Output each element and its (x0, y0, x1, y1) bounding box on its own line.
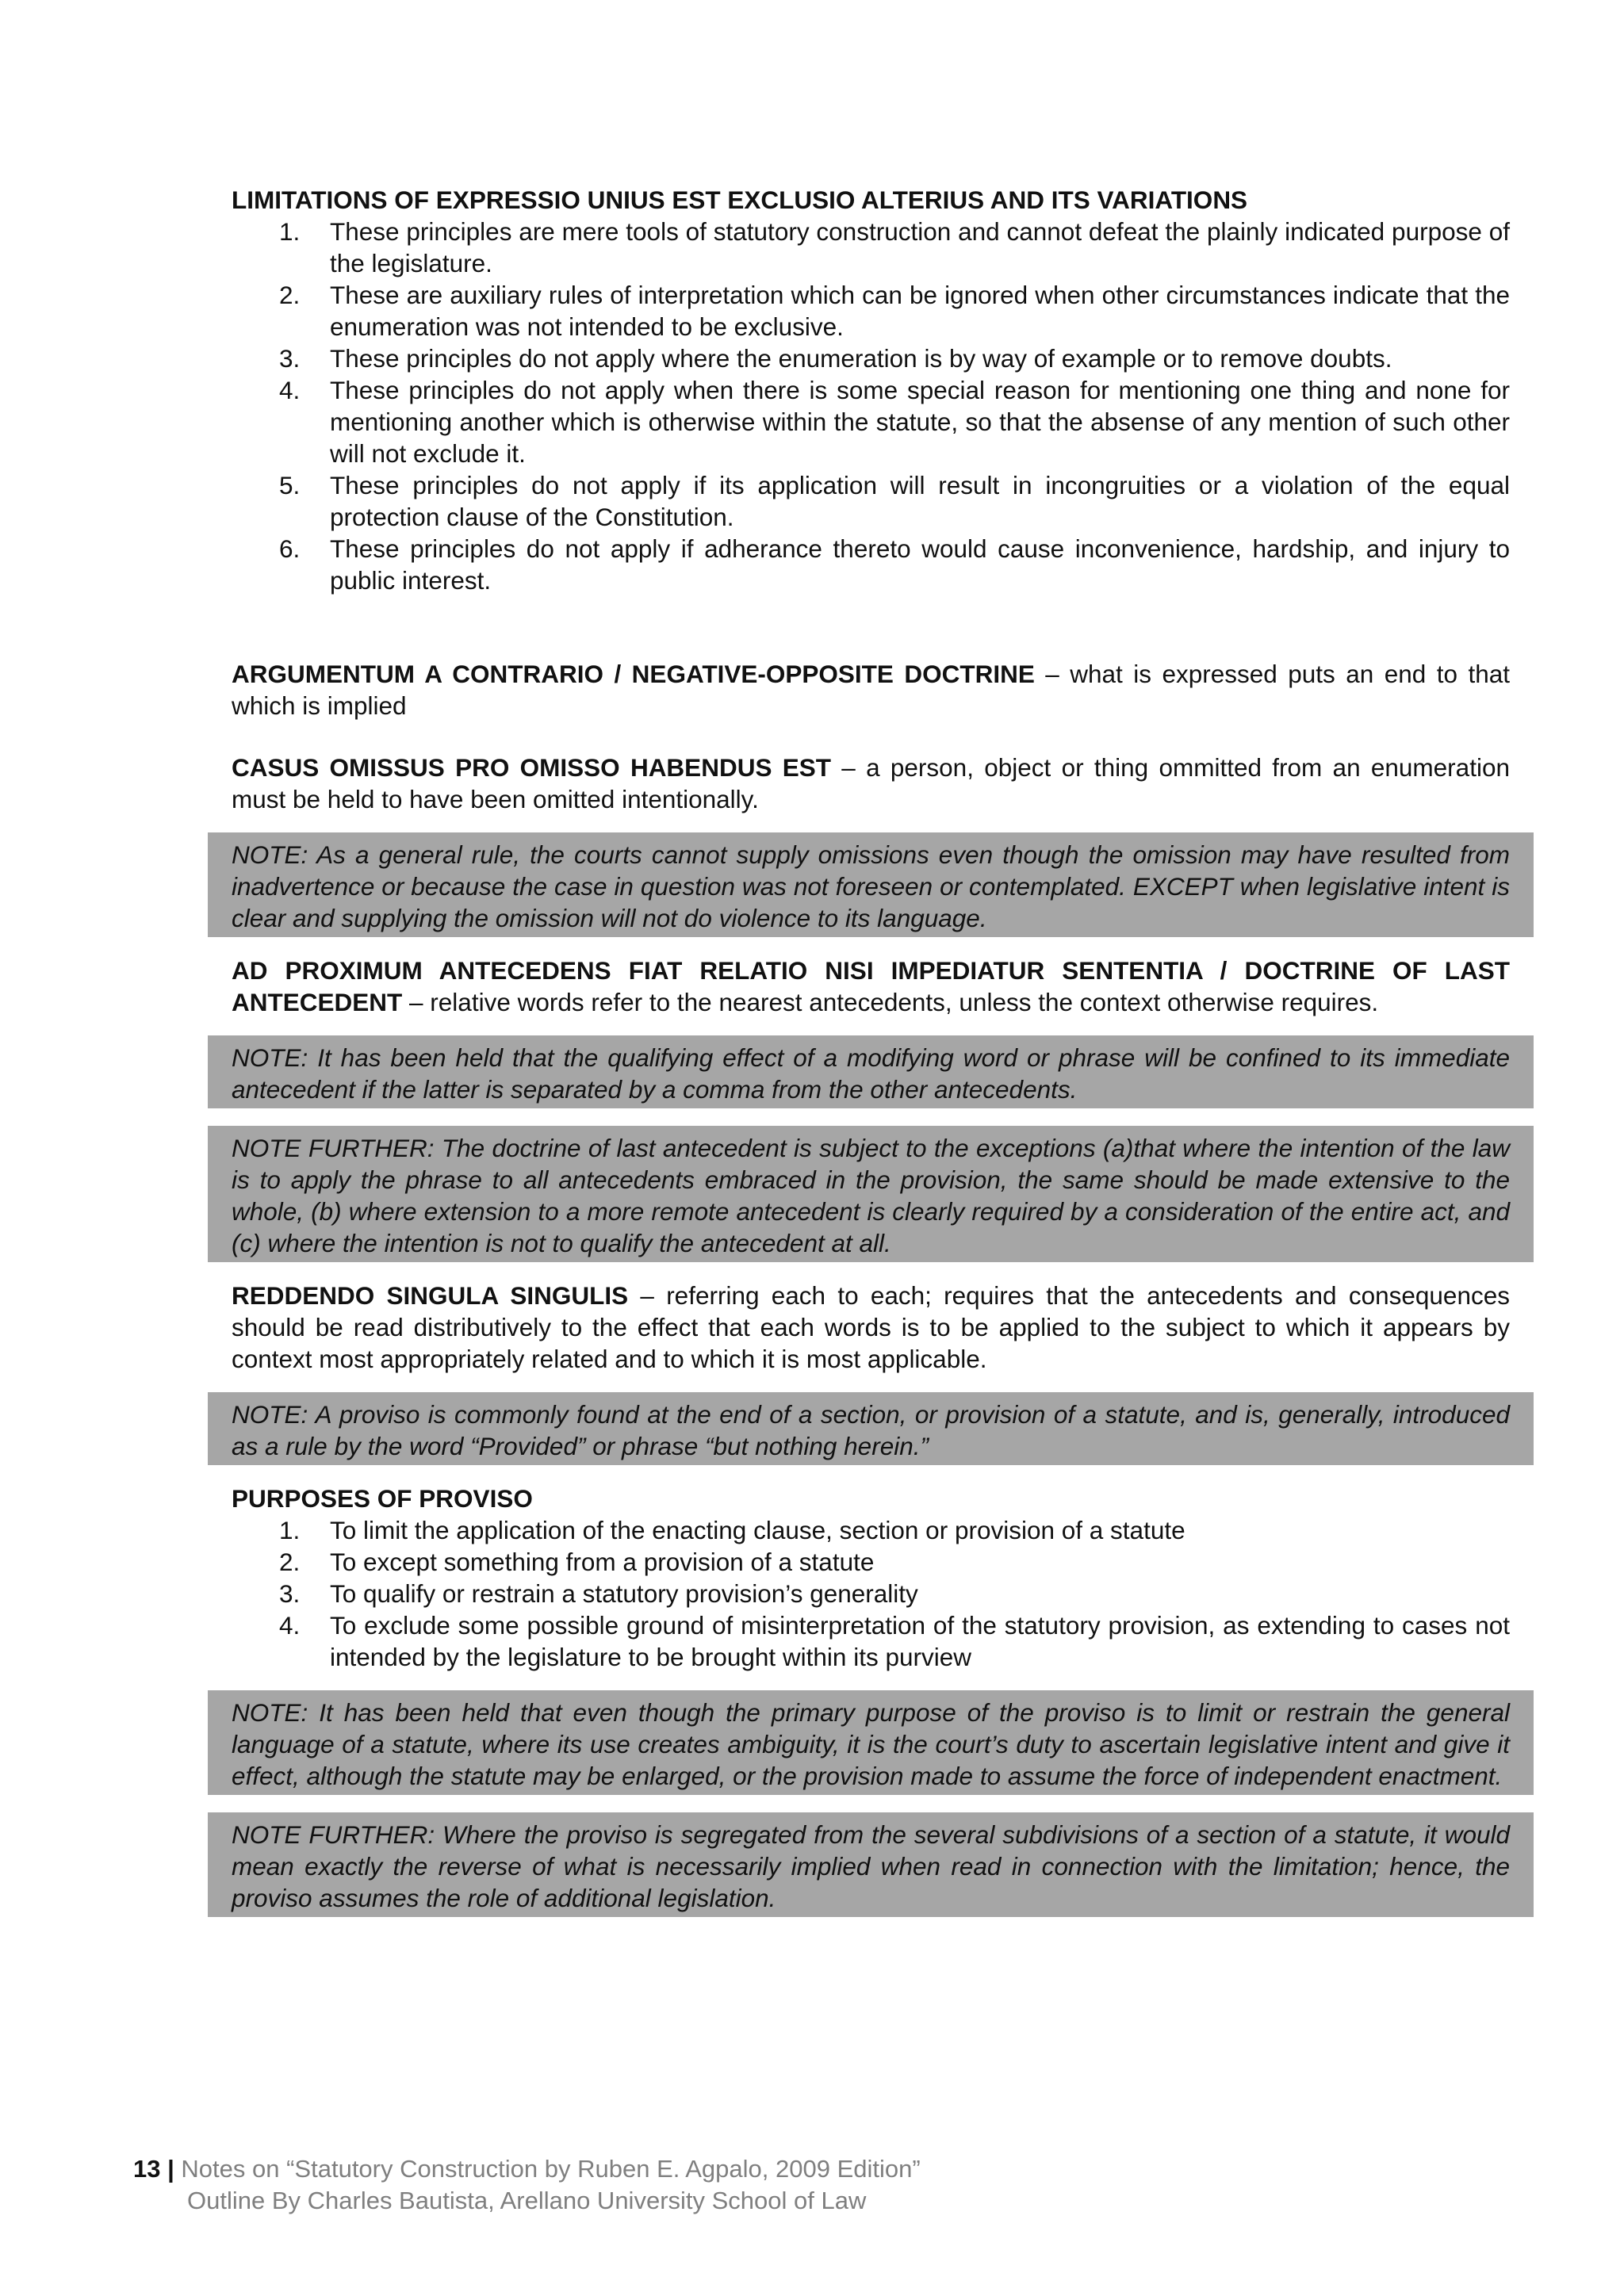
list-item (232, 533, 1510, 596)
list-item (232, 1609, 1510, 1673)
proviso-list (232, 1514, 1510, 1673)
spacer (232, 937, 1510, 955)
footer-line-1 (133, 2153, 921, 2185)
limitations-list (232, 216, 1510, 596)
list-text: To qualify or restrain a statutory provision’s generality (330, 1579, 918, 1608)
list-text: These principles do not apply when there is some special reason for mentioning one thing and none for mentioning another which is otherwise within the statute, so that the absense of any mention of such other will not exclude it. (330, 376, 1510, 468)
note-box: NOTE: As a general rule, the courts cannot supply omissions even though the omission may have resulted from inadvertence or because the case in question was not foreseen or contemplated. EXCEPT when legislative intent is clear and supplying the omission will not do violence to its language. (208, 832, 1534, 937)
list-text: To limit the application of the enacting clause, section or provision of a statute (330, 1516, 1185, 1544)
note-box: NOTE: It has been held that even though the primary purpose of the proviso is to limit or restrain the general language of a statute, where its use creates ambiguity, it is the court’s duty to ascertain legislative intent and give it effect, although the statute may be enlarged, or the provision made to assume the force of independent enactment. (208, 1690, 1534, 1795)
proximum-paragraph (232, 955, 1510, 1018)
spacer (232, 1465, 1510, 1483)
spacer (232, 721, 1510, 752)
spacer (232, 1375, 1510, 1392)
list-item (232, 279, 1510, 342)
list-number: 4. (279, 1611, 301, 1640)
doctrine-definition: – relative words refer to the nearest antecedents, unless the context otherwise requires. (402, 988, 1379, 1016)
list-number: 1. (279, 217, 301, 246)
list-item (232, 1546, 1510, 1578)
doctrine-definition: – a person, object or thing ommitted from an enumeration must be held to have been omitted intentionally. (232, 753, 1510, 813)
doctrine-term: ARGUMENTUM A CONTRARIO / NEGATIVE-OPPOSITE DOCTRINE (232, 660, 1035, 688)
casus-paragraph (232, 752, 1510, 815)
list-text: To exclude some possible ground of misinterpretation of the statutory provision, as extending to cases not intended by the legislature to be brought within its purview (330, 1611, 1510, 1671)
doctrine-term: CASUS OMISSUS PRO OMISSO HABENDUS EST (232, 753, 831, 782)
list-number: 3. (279, 344, 301, 373)
spacer (232, 1262, 1510, 1280)
spacer (232, 1795, 1510, 1812)
page-content (232, 184, 1510, 1917)
section-heading-proviso: PURPOSES OF PROVISO (232, 1484, 533, 1513)
argumentum-paragraph (232, 658, 1510, 721)
list-number: 3. (279, 1579, 301, 1608)
footer-separator: | (167, 2155, 174, 2183)
list-text: These principles do not apply where the enumeration is by way of example or to remove doubts. (330, 344, 1392, 373)
list-item (232, 1514, 1510, 1546)
list-number: 4. (279, 376, 301, 404)
list-item (232, 1578, 1510, 1609)
list-number: 2. (279, 1548, 301, 1576)
list-text: These are auxiliary rules of interpretation which can be ignored when other circumstances indicate that the enumeration was not intended to be exclusive. (330, 281, 1510, 341)
page-number: 13 (133, 2155, 161, 2183)
list-item (232, 342, 1510, 374)
list-number: 1. (279, 1516, 301, 1544)
list-text: These principles are mere tools of statutory construction and cannot defeat the plainly indicated purpose of the legislature. (330, 217, 1510, 277)
doctrine-definition: – referring each to each; requires that the antecedents and consequences should be read distributively to the effect that each words is to be applied to the subject to which it appears by context most appropriately related and to which it is most applicable. (232, 1281, 1510, 1373)
list-text: These principles do not apply if its application will result in incongruities or a violation of the equal protection clause of the Constitution. (330, 471, 1510, 531)
footer-title: Notes on “Statutory Construction by Ruben E. Agpalo, 2009 Edition” (181, 2155, 921, 2183)
list-item (232, 374, 1510, 469)
section-heading-limitations: LIMITATIONS OF EXPRESSIO UNIUS EST EXCLUSIO ALTERIUS AND ITS VARIATIONS (232, 186, 1248, 214)
list-item (232, 216, 1510, 279)
list-number: 2. (279, 281, 301, 309)
note-box: NOTE: A proviso is commonly found at the end of a section, or provision of a statute, and is, generally, introduced as a rule by the word “Provided” or phrase “but nothing herein.” (208, 1392, 1534, 1465)
footer-line-2: Outline By Charles Bautista, Arellano University School of Law (187, 2187, 867, 2214)
spacer (232, 1673, 1510, 1690)
list-number: 6. (279, 534, 301, 563)
note-box: NOTE FURTHER: Where the proviso is segregated from the several subdivisions of a section of a statute, it would mean exactly the reverse of what is necessarily implied when read in connection with the limitation; hence, the proviso assumes the role of additional legislation. (208, 1812, 1534, 1917)
note-box: NOTE: It has been held that the qualifying effect of a modifying word or phrase will be confined to its immediate antecedent if the latter is separated by a comma from the other antecedents. (208, 1035, 1534, 1108)
list-number: 5. (279, 471, 301, 499)
list-text: These principles do not apply if adherance thereto would cause inconvenience, hardship, and injury to public interest. (330, 534, 1510, 595)
list-item (232, 469, 1510, 533)
doctrine-term: AD PROXIMUM ANTECEDENS FIAT RELATIO NISI IMPEDIATUR SENTENTIA / DOCTRINE OF LAST ANTECEDENT (232, 956, 1510, 1016)
spacer (232, 815, 1510, 832)
list-text: To except something from a provision of a statute (330, 1548, 875, 1576)
spacer (232, 596, 1510, 658)
doctrine-term: REDDENDO SINGULA SINGULIS (232, 1281, 629, 1310)
reddendo-paragraph (232, 1280, 1510, 1375)
spacer (232, 1018, 1510, 1035)
doctrine-definition: – what is expressed puts an end to that which is implied (232, 660, 1510, 720)
page-footer (133, 2153, 921, 2217)
spacer (232, 1108, 1510, 1126)
note-box: NOTE FURTHER: The doctrine of last antecedent is subject to the exceptions (a)that where the intention of the law is to apply the phrase to all antecedents embraced in the provision, the same should be made extensive to the whole, (b) where extension to a more remote antecedent is clearly required by a consideration of the entire act, and (c) where the intention is not to qualify the antecedent at all. (208, 1126, 1534, 1262)
